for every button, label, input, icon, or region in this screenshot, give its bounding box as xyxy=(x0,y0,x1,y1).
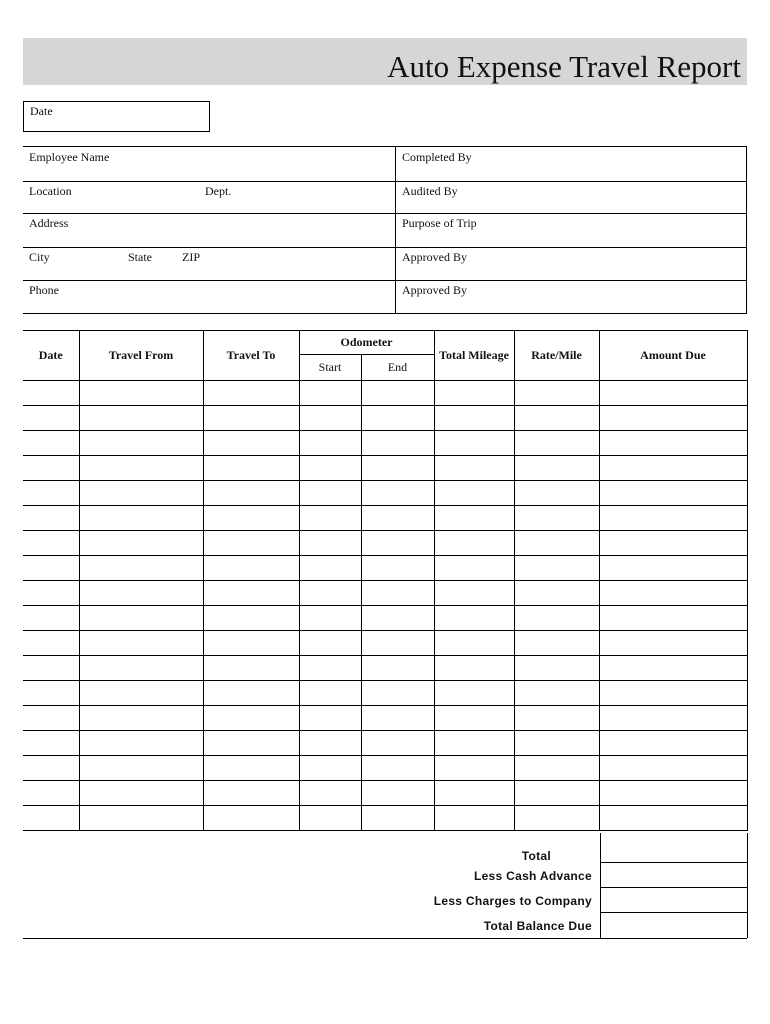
info-row-line xyxy=(23,181,746,182)
cell-amount-due[interactable] xyxy=(599,781,747,806)
location-field[interactable]: Location xyxy=(29,184,72,198)
col-header-odometer: Odometer xyxy=(299,331,434,355)
cell-amount-due[interactable] xyxy=(599,681,747,706)
cell-total-mileage[interactable] xyxy=(434,406,514,431)
cell-odometer-end[interactable] xyxy=(361,756,434,781)
cell-odometer-start[interactable] xyxy=(299,781,361,806)
table-row xyxy=(23,806,747,831)
col-header-odometer-start: Start xyxy=(299,355,361,381)
table-row xyxy=(23,606,747,631)
cell-date[interactable] xyxy=(23,531,79,556)
cell-rate-mile[interactable] xyxy=(514,406,599,431)
cell-total-mileage[interactable] xyxy=(434,656,514,681)
cell-amount-due[interactable] xyxy=(599,806,747,831)
total-balance-due-label: Total Balance Due xyxy=(483,919,592,933)
cell-rate-mile[interactable] xyxy=(514,456,599,481)
cell-travel-to[interactable] xyxy=(203,681,299,706)
cell-total-mileage[interactable] xyxy=(434,381,514,406)
cell-date[interactable] xyxy=(23,656,79,681)
summary-line xyxy=(601,862,747,863)
purpose-of-trip-field[interactable]: Purpose of Trip xyxy=(402,216,477,230)
cell-travel-to[interactable] xyxy=(203,406,299,431)
cell-odometer-end[interactable] xyxy=(361,631,434,656)
cell-travel-from[interactable] xyxy=(79,431,203,456)
summary-bottom-line xyxy=(23,938,747,939)
cell-travel-from[interactable] xyxy=(79,531,203,556)
cell-travel-from[interactable] xyxy=(79,681,203,706)
cell-date[interactable] xyxy=(23,481,79,506)
cell-amount-due[interactable] xyxy=(599,731,747,756)
cell-travel-to[interactable] xyxy=(203,381,299,406)
info-row-line xyxy=(23,213,746,214)
date-label: Date xyxy=(30,104,53,118)
cell-date[interactable] xyxy=(23,731,79,756)
cell-date[interactable] xyxy=(23,756,79,781)
cell-odometer-end[interactable] xyxy=(361,706,434,731)
cell-travel-from[interactable] xyxy=(79,456,203,481)
cell-odometer-start[interactable] xyxy=(299,556,361,581)
cell-travel-to[interactable] xyxy=(203,531,299,556)
cell-amount-due[interactable] xyxy=(599,431,747,456)
cell-date[interactable] xyxy=(23,381,79,406)
approved-by-field-2[interactable]: Approved By xyxy=(402,283,467,297)
cell-amount-due[interactable] xyxy=(599,606,747,631)
cell-odometer-end[interactable] xyxy=(361,481,434,506)
cell-rate-mile[interactable] xyxy=(514,381,599,406)
cell-date[interactable] xyxy=(23,606,79,631)
table-row xyxy=(23,706,747,731)
cell-amount-due[interactable] xyxy=(599,456,747,481)
cell-date[interactable] xyxy=(23,556,79,581)
cell-travel-from[interactable] xyxy=(79,381,203,406)
cell-odometer-end[interactable] xyxy=(361,556,434,581)
employee-info-section xyxy=(23,146,747,314)
table-row xyxy=(23,631,747,656)
cell-odometer-start[interactable] xyxy=(299,456,361,481)
cell-odometer-end[interactable] xyxy=(361,531,434,556)
cell-rate-mile[interactable] xyxy=(514,431,599,456)
info-row-line xyxy=(23,280,746,281)
cell-total-mileage[interactable] xyxy=(434,756,514,781)
summary-line xyxy=(601,912,747,913)
cell-travel-from[interactable] xyxy=(79,581,203,606)
cell-rate-mile[interactable] xyxy=(514,581,599,606)
cell-odometer-end[interactable] xyxy=(361,731,434,756)
cell-date[interactable] xyxy=(23,456,79,481)
address-field[interactable]: Address xyxy=(29,216,69,230)
cell-amount-due[interactable] xyxy=(599,556,747,581)
cell-date[interactable] xyxy=(23,631,79,656)
col-header-odometer-end: End xyxy=(361,355,434,381)
cell-total-mileage[interactable] xyxy=(434,556,514,581)
less-charges-label: Less Charges to Company xyxy=(433,894,592,908)
table-row xyxy=(23,531,747,556)
cell-rate-mile[interactable] xyxy=(514,806,599,831)
cell-rate-mile[interactable] xyxy=(514,481,599,506)
table-row xyxy=(23,756,747,781)
cell-odometer-end[interactable] xyxy=(361,431,434,456)
table-row xyxy=(23,556,747,581)
cell-date[interactable] xyxy=(23,706,79,731)
approved-by-field[interactable]: Approved By xyxy=(402,250,467,264)
cell-amount-due[interactable] xyxy=(599,631,747,656)
cell-total-mileage[interactable] xyxy=(434,456,514,481)
cell-rate-mile[interactable] xyxy=(514,531,599,556)
cell-odometer-start[interactable] xyxy=(299,806,361,831)
col-header-total-mileage: Total Mileage xyxy=(434,331,514,381)
cell-odometer-end[interactable] xyxy=(361,406,434,431)
cell-date[interactable] xyxy=(23,431,79,456)
cell-odometer-end[interactable] xyxy=(361,581,434,606)
cell-total-mileage[interactable] xyxy=(434,431,514,456)
cell-odometer-end[interactable] xyxy=(361,381,434,406)
cell-rate-mile[interactable] xyxy=(514,506,599,531)
title-bar xyxy=(23,38,747,85)
cell-odometer-end[interactable] xyxy=(361,681,434,706)
dept-field[interactable]: Dept. xyxy=(205,184,232,198)
cell-odometer-start[interactable] xyxy=(299,706,361,731)
city-field[interactable]: City xyxy=(29,250,50,264)
table-row xyxy=(23,481,747,506)
cell-odometer-start[interactable] xyxy=(299,756,361,781)
cell-total-mileage[interactable] xyxy=(434,781,514,806)
cell-travel-to[interactable] xyxy=(203,506,299,531)
cell-odometer-end[interactable] xyxy=(361,781,434,806)
cell-travel-from[interactable] xyxy=(79,556,203,581)
travel-log-rows xyxy=(23,381,747,831)
cell-amount-due[interactable] xyxy=(599,706,747,731)
audited-by-field[interactable]: Audited By xyxy=(402,184,458,198)
cell-travel-to[interactable] xyxy=(203,781,299,806)
table-row xyxy=(23,431,747,456)
cell-rate-mile[interactable] xyxy=(514,606,599,631)
summary-values xyxy=(600,833,748,938)
cell-odometer-start[interactable] xyxy=(299,531,361,556)
cell-odometer-start[interactable] xyxy=(299,606,361,631)
cell-date[interactable] xyxy=(23,581,79,606)
cell-travel-from[interactable] xyxy=(79,756,203,781)
table-row xyxy=(23,381,747,406)
cell-date[interactable] xyxy=(23,806,79,831)
cell-amount-due[interactable] xyxy=(599,381,747,406)
cell-travel-to[interactable] xyxy=(203,656,299,681)
cell-travel-from[interactable] xyxy=(79,606,203,631)
total-label: Total xyxy=(521,849,551,863)
col-header-travel-to: Travel To xyxy=(203,331,299,381)
cell-rate-mile[interactable] xyxy=(514,631,599,656)
cell-rate-mile[interactable] xyxy=(514,556,599,581)
cell-travel-to[interactable] xyxy=(203,731,299,756)
cell-amount-due[interactable] xyxy=(599,406,747,431)
table-row xyxy=(23,456,747,481)
cell-travel-to[interactable] xyxy=(203,431,299,456)
table-row xyxy=(23,581,747,606)
state-field[interactable]: State xyxy=(128,250,152,264)
summary-line xyxy=(601,887,747,888)
date-field[interactable] xyxy=(23,101,210,132)
page-title: Auto Expense Travel Report xyxy=(387,49,741,84)
cell-travel-to[interactable] xyxy=(203,556,299,581)
cell-odometer-start[interactable] xyxy=(299,656,361,681)
table-row xyxy=(23,681,747,706)
cell-travel-to[interactable] xyxy=(203,806,299,831)
cell-odometer-start[interactable] xyxy=(299,681,361,706)
cell-amount-due[interactable] xyxy=(599,656,747,681)
col-header-amount-due: Amount Due xyxy=(599,331,747,381)
table-row xyxy=(23,506,747,531)
cell-odometer-end[interactable] xyxy=(361,456,434,481)
cell-odometer-start[interactable] xyxy=(299,631,361,656)
cell-amount-due[interactable] xyxy=(599,506,747,531)
cell-odometer-start[interactable] xyxy=(299,381,361,406)
phone-field[interactable]: Phone xyxy=(29,283,59,297)
col-header-date: Date xyxy=(23,331,79,381)
cell-total-mileage[interactable] xyxy=(434,481,514,506)
cell-total-mileage[interactable] xyxy=(434,631,514,656)
cell-total-mileage[interactable] xyxy=(434,581,514,606)
col-header-travel-from: Travel From xyxy=(79,331,203,381)
cell-total-mileage[interactable] xyxy=(434,681,514,706)
cell-total-mileage[interactable] xyxy=(434,806,514,831)
travel-log-table xyxy=(23,330,747,833)
cell-rate-mile[interactable] xyxy=(514,756,599,781)
cell-travel-from[interactable] xyxy=(79,806,203,831)
cell-odometer-end[interactable] xyxy=(361,606,434,631)
cell-date[interactable] xyxy=(23,681,79,706)
less-cash-advance-label: Less Cash Advance xyxy=(473,869,592,883)
info-divider xyxy=(395,147,396,313)
cell-travel-to[interactable] xyxy=(203,481,299,506)
cell-total-mileage[interactable] xyxy=(434,531,514,556)
cell-travel-from[interactable] xyxy=(79,781,203,806)
cell-rate-mile[interactable] xyxy=(514,781,599,806)
cell-travel-from[interactable] xyxy=(79,506,203,531)
cell-odometer-start[interactable] xyxy=(299,406,361,431)
table-row xyxy=(23,731,747,756)
employee-name-field[interactable]: Employee Name xyxy=(29,150,110,164)
table-row xyxy=(23,656,747,681)
cell-travel-from[interactable] xyxy=(79,731,203,756)
cell-rate-mile[interactable] xyxy=(514,706,599,731)
cell-travel-to[interactable] xyxy=(203,706,299,731)
cell-rate-mile[interactable] xyxy=(514,656,599,681)
cell-amount-due[interactable] xyxy=(599,531,747,556)
cell-odometer-end[interactable] xyxy=(361,656,434,681)
cell-total-mileage[interactable] xyxy=(434,506,514,531)
cell-odometer-start[interactable] xyxy=(299,731,361,756)
table-row xyxy=(23,781,747,806)
table-row xyxy=(23,406,747,431)
col-header-rate-mile: Rate/Mile xyxy=(514,331,599,381)
cell-travel-from[interactable] xyxy=(79,481,203,506)
cell-total-mileage[interactable] xyxy=(434,731,514,756)
cell-odometer-start[interactable] xyxy=(299,506,361,531)
cell-total-mileage[interactable] xyxy=(434,606,514,631)
cell-odometer-start[interactable] xyxy=(299,431,361,456)
cell-date[interactable] xyxy=(23,781,79,806)
cell-rate-mile[interactable] xyxy=(514,681,599,706)
cell-amount-due[interactable] xyxy=(599,756,747,781)
cell-travel-to[interactable] xyxy=(203,756,299,781)
cell-odometer-end[interactable] xyxy=(361,506,434,531)
cell-travel-from[interactable] xyxy=(79,631,203,656)
cell-total-mileage[interactable] xyxy=(434,706,514,731)
info-row-line xyxy=(23,247,746,248)
cell-date[interactable] xyxy=(23,506,79,531)
cell-amount-due[interactable] xyxy=(599,481,747,506)
cell-travel-from[interactable] xyxy=(79,656,203,681)
cell-travel-to[interactable] xyxy=(203,456,299,481)
cell-travel-to[interactable] xyxy=(203,606,299,631)
cell-odometer-end[interactable] xyxy=(361,806,434,831)
zip-field[interactable]: ZIP xyxy=(182,250,200,264)
cell-travel-from[interactable] xyxy=(79,706,203,731)
completed-by-field[interactable]: Completed By xyxy=(402,150,472,164)
cell-travel-to[interactable] xyxy=(203,631,299,656)
cell-amount-due[interactable] xyxy=(599,581,747,606)
cell-date[interactable] xyxy=(23,406,79,431)
cell-odometer-start[interactable] xyxy=(299,581,361,606)
cell-travel-from[interactable] xyxy=(79,406,203,431)
cell-odometer-start[interactable] xyxy=(299,481,361,506)
cell-travel-to[interactable] xyxy=(203,581,299,606)
cell-rate-mile[interactable] xyxy=(514,731,599,756)
